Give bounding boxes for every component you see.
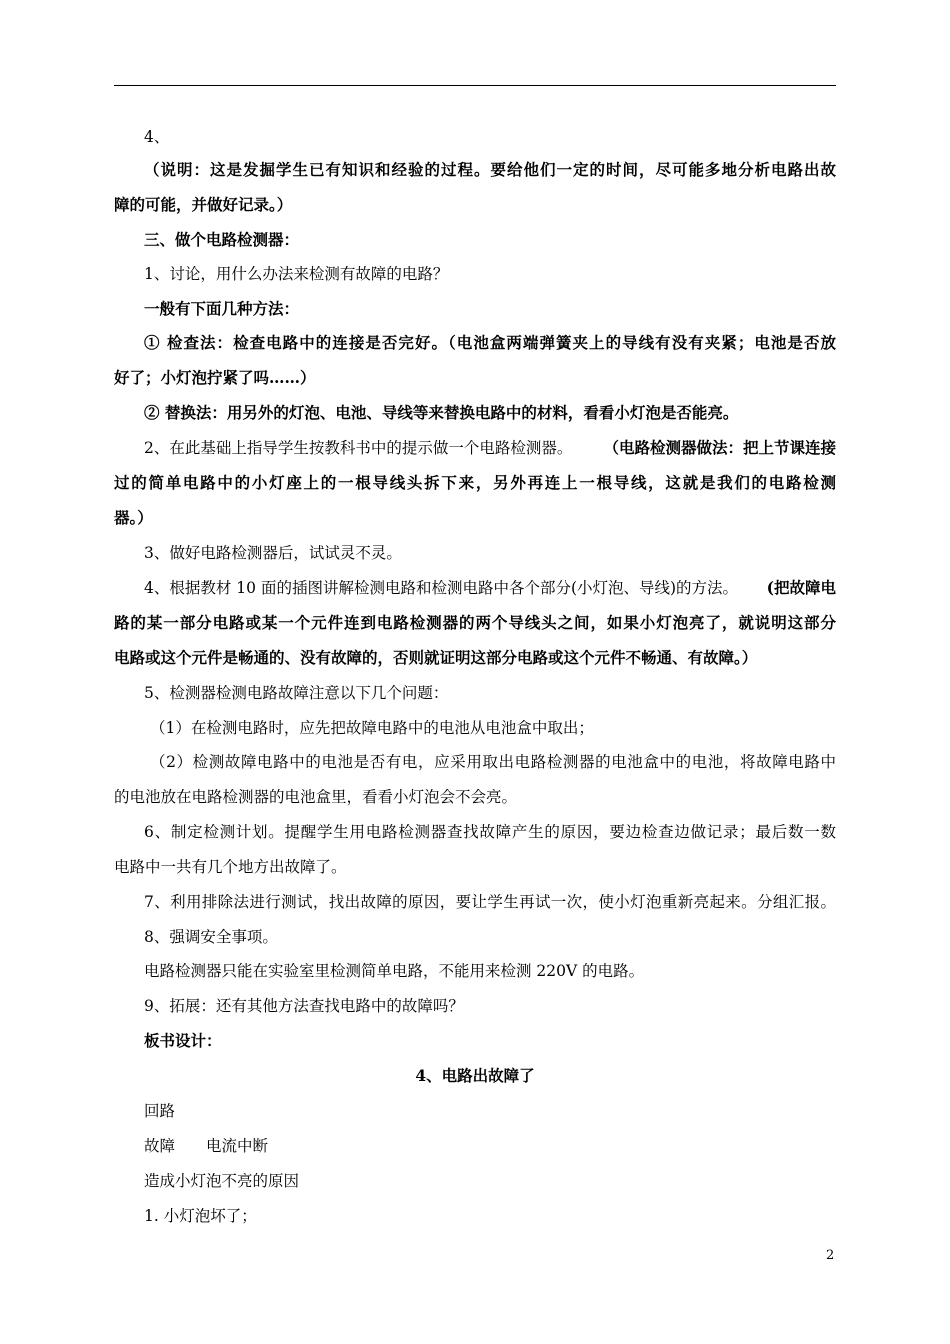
method-check-line-2: 好了；小灯泡拧紧了吗……）	[114, 368, 316, 387]
method-check-line-1: ① 检查法：检查电路中的连接是否完好。（电池盒两端弹簧夹上的导线有没有夹紧；电池是否放	[144, 333, 836, 352]
step-1: 1、讨论，用什么办法来检测有故障的电路？	[144, 265, 449, 283]
step-9: 9、拓展：还有其他方法查找电路中的故障吗？	[144, 997, 464, 1015]
methods-heading: 一般有下面几种方法：	[144, 299, 300, 318]
header-rule	[114, 85, 836, 86]
step-2-line-3: 器。）	[114, 508, 153, 527]
step-4-text: 4、根据教材 10 面的插图讲解检测电路和检测电路中各个部分(小灯泡、导线)的方法。	[144, 579, 739, 597]
step-5-sub-2-line-1: （2）检测故障电路中的电池是否有电，应采用取出电路检测器的电池盒中的电池，将故障电路中	[150, 753, 836, 771]
step-4-line-3: 电路或这个元件是畅通的、没有故障的，否则就证明这部分电路或这个元件不畅通、有故障。）	[114, 648, 758, 667]
board-design-heading: 板书设计：	[144, 1031, 222, 1050]
section-heading-3: 三、做个电路检测器：	[144, 230, 300, 249]
step-8: 8、强调安全事项。	[144, 928, 278, 946]
step-5-sub-1: （1）在检测电路时，应先把故障电路中的电池从电池盒中取出；	[150, 719, 594, 737]
para-item-4: 4、	[144, 128, 170, 146]
step-5-sub-2-line-2: 的电池放在电路检测器的电池盒里，看看小灯泡会不会亮。	[114, 788, 518, 806]
page-number: 2	[826, 1248, 835, 1263]
step-4-line-2: 路的某一部分电路或某一个元件连到电路检测器的两个导线头之间，如果小灯泡亮了，就说明这部分	[114, 613, 836, 632]
note-line-1: （说明：这是发掘学生已有知识和经验的过程。要给他们一定的时间，尽可能多地分析电路出故	[144, 160, 836, 179]
step-2-line-1	[114, 437, 836, 459]
board-title: 4、电路出故障了	[415, 1066, 535, 1085]
note-line-2: 障的可能，并做好记录。）	[114, 195, 293, 214]
step-3: 3、做好电路检测器后，试试灵不灵。	[144, 544, 402, 562]
step-7: 7、利用排除法进行测试，找出故障的原因，要让学生再试一次，使小灯泡重新亮起来。分组汇报。	[144, 893, 836, 911]
step-4-line-1	[114, 577, 836, 599]
safety-note: 电路检测器只能在实验室里检测简单电路，不能用来检测 220V 的电路。	[144, 962, 645, 980]
board-item-fault: 故障 电流中断	[144, 1137, 269, 1155]
board-item-loop: 回路	[144, 1102, 176, 1120]
step-6-line-1: 6、制定检测计划。提醒学生用电路检测器查找故障产生的原因，要边检查边做记录；最后数一数	[144, 823, 836, 841]
step-2-text: 2、在此基础上指导学生按教科书中的提示做一个电路检测器。	[144, 439, 573, 457]
step-6-line-2: 电路中一共有几个地方出故障了。	[114, 858, 347, 876]
step-2-method-start: （电路检测器做法：把上节课连接	[603, 438, 836, 457]
step-4-note-start: (把故障电	[766, 578, 836, 597]
board-item-cause: 造成小灯泡不亮的原因	[144, 1172, 300, 1190]
step-2-line-2: 过的简单电路中的小灯座上的一根导线头拆下来，另外再连上一根导线，这就是我们的电路检测	[114, 473, 836, 492]
board-item-cause-1: 1. 小灯泡坏了；	[144, 1207, 257, 1225]
step-5: 5、检测器检测电路故障注意以下几个问题：	[144, 684, 449, 702]
method-replace: ② 替换法：用另外的灯泡、电池、导线等来替换电路中的材料，看看小灯泡是否能亮。	[144, 403, 739, 422]
